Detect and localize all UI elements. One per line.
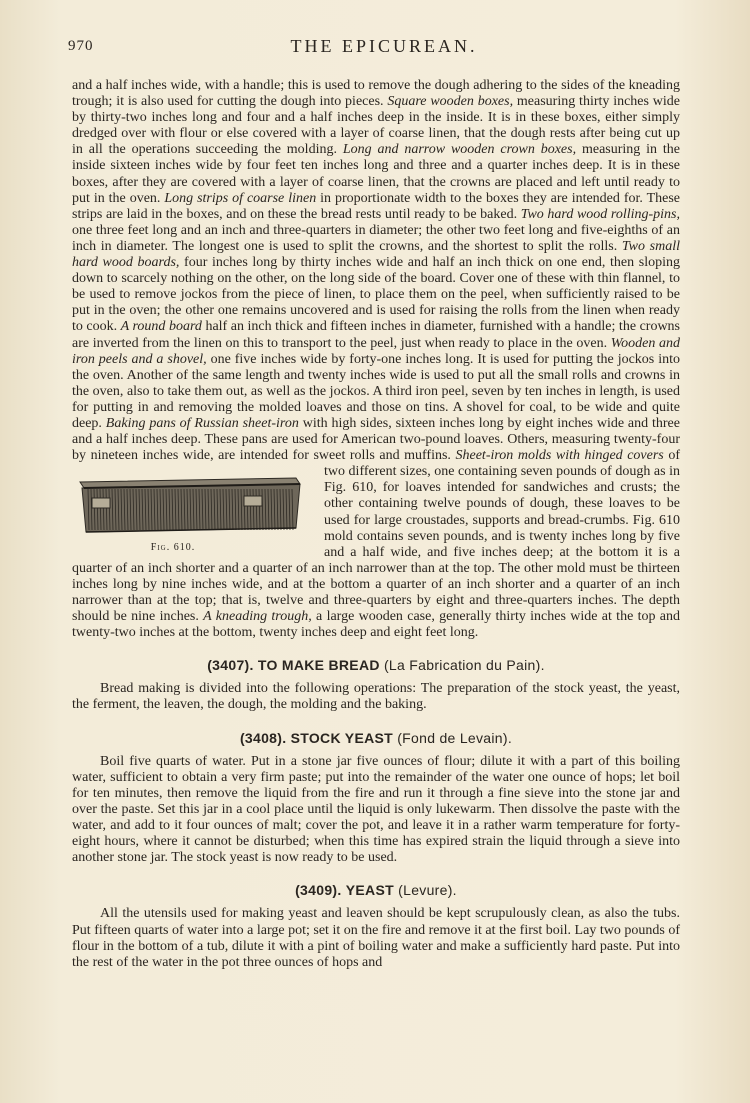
section-text: All the utensils used for making yeast and leaven should be kept scrupulously clean, as also the tubs. Put fifteen quarts of water into a large pot; set it on the fire and remove it at the first boil. Lay two pounds of flour in the bottom of a tub, dilute it with a pint of boiling water and make a sufficiently hard paste. Put into the rest of the water in the pot three ounces of hops and [72, 906, 680, 970]
bread-mold-illustration [74, 468, 302, 538]
page-header [68, 36, 700, 60]
section-heading: (3408). STOCK YEAST (Fond de Levain). [239, 729, 513, 746]
figure-610 [74, 468, 312, 558]
page-number: 970 [68, 38, 94, 54]
page-body [72, 78, 680, 971]
section-text: Boil five quarts of water. Put in a stone jar five ounces of flour; dilute it with a part of this boiling water, sufficient to obtain a very firm paste; put into the remainder of the water one ounce of hops; let boil for ten minutes, then remove the liquid from the fire and run it through a fine sieve into the stone jar and over the paste. Set this jar in a cool place until the liquid is only lukewarm. Then dissolve the paste with the water, and add to it four ounces of malt; cover the pot, and leave it in a rather warm temperature for forty-eight hours, where it cannot be disturbed; when this time has expired strain the liquid through a sieve into another stone jar. The stock yeast is now ready to be used. [72, 753, 680, 866]
section-text: Bread making is divided into the following operations: The preparation of the stock yeast, the yeast, the ferment, the leaven, the dough, the molding and the baking. [72, 681, 680, 713]
section-3407 [72, 657, 680, 713]
section-heading: (3409). YEAST (Levure). [295, 882, 457, 899]
running-title: THE EPICUREAN. [290, 36, 478, 56]
section-heading: (3407). TO MAKE BREAD (La Fabrication du Pain). [207, 657, 545, 674]
section-3408 [72, 730, 680, 867]
section-3409 [72, 882, 680, 970]
intro-paragraph: and a half inches wide, with a handle; this is used to remove the dough adhering to the sides of the kneading trough; it is also used for cutting the dough into pieces. Square wooden boxes, measuring thirty inches wide by thirty-two inches long and four and a half inches deep in the inside. It is in these boxes, either simply dredged over with flour or else covered with a layer of coarse linen, that the dough rests after being cut up in all the operations succeeding the molding. Long and narrow wooden crown boxes, measuring in the inside sixteen inches wide by four feet ten inches long and three and a quarter inches deep. It is in these boxes, after they are covered with a layer of coarse linen, that the crowns are placed and left until ready to put in the oven. Long strips of coarse linen in proportionate width to the boxes they are intended for. These strips are laid in the boxes, and on these the bread rests until ready to be baked. Two hard wood rolling-pins, one three feet long and an inch and three-quarters in diameter; the other two feet long and five-eighths of an inch in diameter. The longest one is used to split the crowns, and the shortest to split the rolls. Two small hard wood boards, four inches long by thirty inches wide and half an inch thick on one end, then sloping down to scarcely nothing on the other, on the long side of the board. Cover one of these with thin flannel, to be used to remove jockos from the piece of linen, to place them on the peel, when sufficiently raised to be put in the oven; the other one remains uncovered and is used for raising the rolls from the linen when ready to cook. A round board half an inch thick and fifteen inches in diameter, furnished with a handle; the crowns are inverted from the linen on this to transport to the peel, just when ready to place in the oven. Wooden and iron peels and a shovel, one five inches wide by forty-one inches long. It is used for putting the jockos into the oven. Another of the same length and twenty inches wide is used to put all the small rolls and crowns in the oven, also to take them out, as well as the jockos. A third iron peel, seven by ten inches in length, is used for putting in and removing the molded loaves and those on tins. A shovel for coal, to be wide and quite deep. Baking pans of Russian sheet-iron with high sides, sixteen inches long by eight inches wide and three and a half inches deep. These pans are used for American two-pound loaves. Others, measuring twenty-four by nineteen inches wide, are intended for sweet rolls and muffins. Fig. 610. Sheet-iron molds with hinged covers of two different sizes, one containing seven pounds of dough as in Fig. 610, for loaves intended for sandwiches and crusts; the other containing twelve pounds of dough, these loaves to be used for large croustades, supports and bread-crumbs. Fig. 610 mold contains seven pounds, and is twenty inches long by five and a half wide, and five inches deep; at the bottom it is a quarter of an inch shorter and a quarter of an inch narrower than at the top. The other mold must be thirteen inches long by nine inches wide, and at the bottom a quarter of an inch shorter and a quarter of an inch narrower than at the top; that is, twelve and three-quarters by eight and three-quarters inches. The depth should be nine inches. A kneading trough, a large wooden case, generally thirty inches wide at the top and twenty-two inches at the bottom, twenty inches deep and eight feet long. [72, 78, 681, 641]
figure-caption: Fig. 610. [150, 542, 196, 554]
